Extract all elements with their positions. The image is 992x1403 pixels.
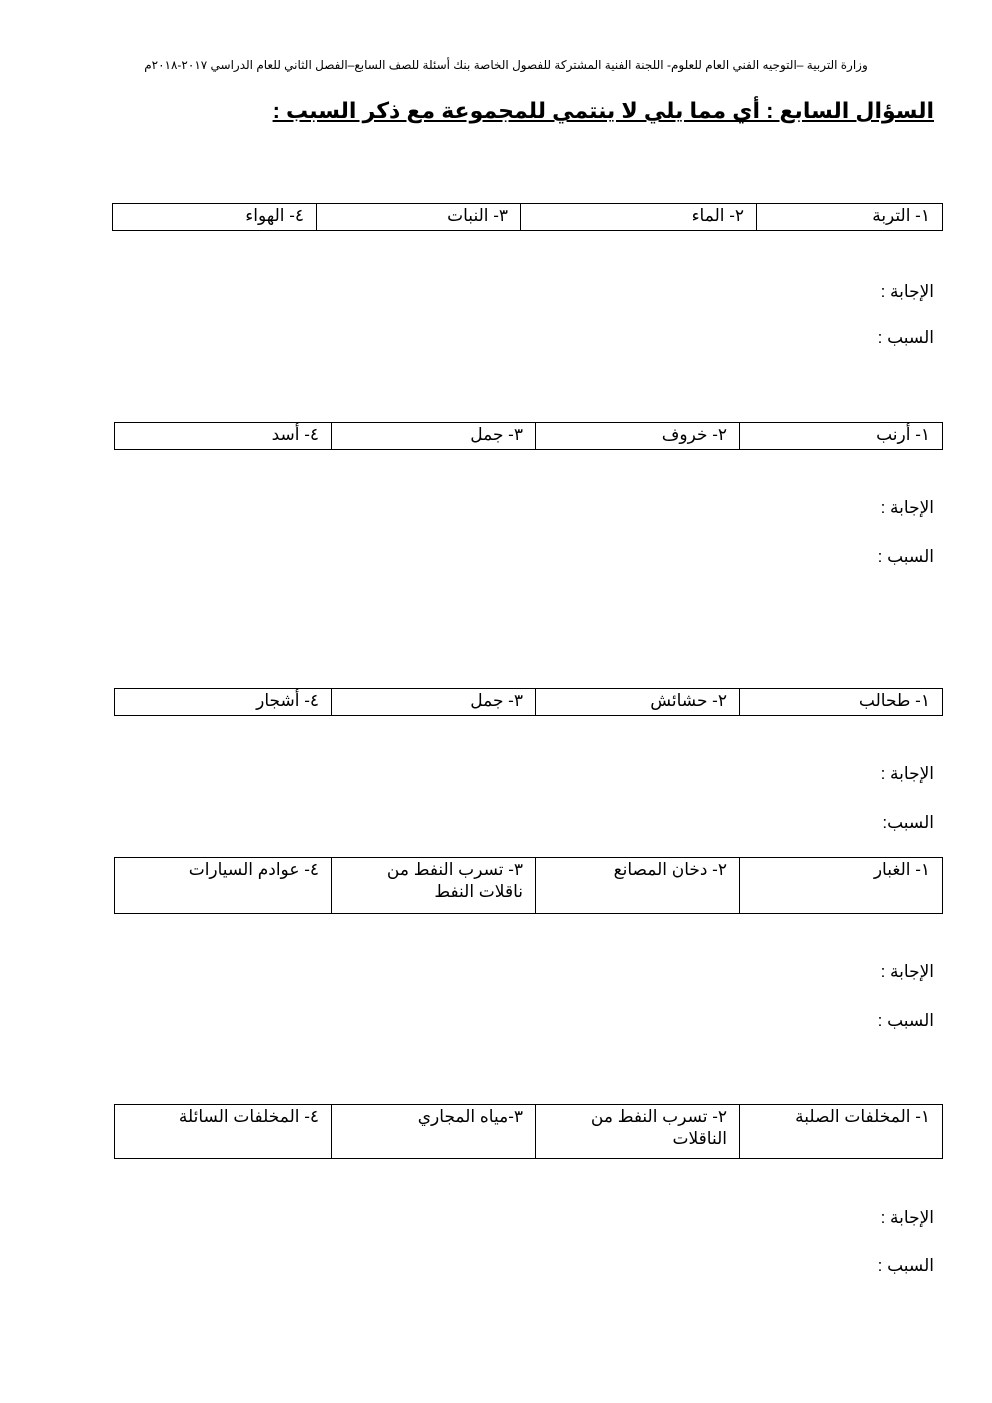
option-2: ٢- دخان المصانع bbox=[536, 858, 740, 914]
question-title: السؤال السابع : أي مما يلي لا ينتمي للمجموعة مع ذكر السبب : bbox=[272, 98, 934, 123]
option-4: ٤- عوادم السيارات bbox=[115, 858, 332, 914]
answer-label: الإجابة : bbox=[880, 498, 934, 517]
reason-label: السبب : bbox=[877, 1011, 934, 1030]
option-4: ٤- أشجار bbox=[115, 689, 332, 716]
option-1: ١- طحالب bbox=[740, 689, 943, 716]
option-3: ٣- جمل bbox=[332, 423, 536, 450]
options-table-4 bbox=[114, 857, 943, 914]
option-4: ٤- أسد bbox=[115, 423, 332, 450]
answer-label: الإجابة : bbox=[880, 962, 934, 981]
options-table-3 bbox=[114, 688, 943, 716]
page-header: وزارة التربية –التوجيه الفني العام للعلوم- اللجنة الفنية المشتركة للفصول الخاصة بنك أسئلة للصف السابع–الفصل الثاني للعام الدراسي ٢٠١٧-٢٠١٨م bbox=[144, 58, 868, 72]
options-table-2 bbox=[114, 422, 943, 450]
answer-label: الإجابة : bbox=[880, 1208, 934, 1227]
reason-label: السبب : bbox=[877, 1256, 934, 1275]
option-4: ٤- المخلفات السائلة bbox=[115, 1105, 332, 1159]
answer-label: الإجابة : bbox=[880, 764, 934, 783]
option-2: ٢- الماء bbox=[521, 204, 757, 231]
reason-label: السبب : bbox=[877, 547, 934, 566]
option-2: ٢- خروف bbox=[536, 423, 740, 450]
option-4: ٤- الهواء bbox=[113, 204, 317, 231]
reason-label: السبب : bbox=[877, 328, 934, 347]
option-3: ٣- تسرب النفط من ناقلات النفط bbox=[332, 858, 536, 914]
option-3: ٣- جمل bbox=[332, 689, 536, 716]
option-2: ٢- حشائش bbox=[536, 689, 740, 716]
options-table-1 bbox=[112, 203, 943, 231]
option-1: ١- أرنب bbox=[740, 423, 943, 450]
option-1: ١- التربة bbox=[757, 204, 943, 231]
option-1: ١- الغبار bbox=[740, 858, 943, 914]
option-3: ٣- النبات bbox=[317, 204, 521, 231]
option-2: ٢- تسرب النفط من الناقلات bbox=[536, 1105, 740, 1159]
reason-label: السبب: bbox=[882, 813, 934, 832]
answer-label: الإجابة : bbox=[880, 282, 934, 301]
options-table-5 bbox=[114, 1104, 943, 1159]
option-3: ٣-مياه المجاري bbox=[332, 1105, 536, 1159]
option-1: ١- المخلفات الصلبة bbox=[740, 1105, 943, 1159]
